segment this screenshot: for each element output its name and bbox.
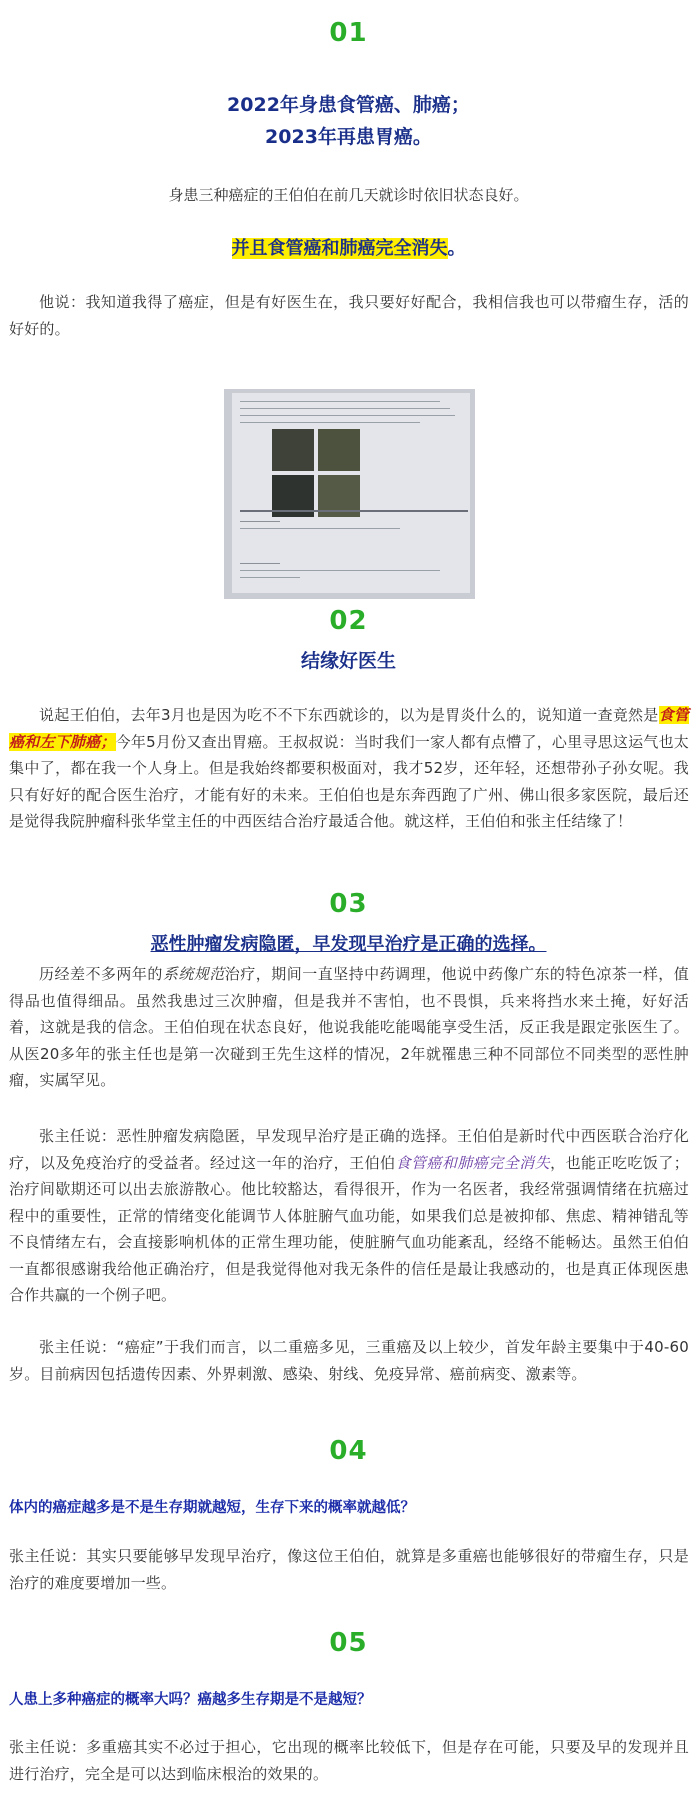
section-03-paragraph-1 bbox=[9, 961, 689, 1094]
s03-p2-part-b: ，也能正吃吃饭了；治疗间歇期还可以出去旅游散心。他比较豁达，看得很开，作为一名医者，我经常强调情绪在抗癌过程中的重要性，正常的情绪变化能调节人体脏腑气血功能，如果我们总是被抑郁、焦虑、精神错乱等不良情绪左右，会直接影响机体的正常生理功能，使脏腑气血功能紊乱，经络不能畅达。虽然王伯伯一直都很感谢我给他正确治疗，但是我觉得他对我无条件的信任是最让我感动的，也是真正体现医患合作共赢的一个例子吧。 bbox=[9, 1153, 689, 1304]
highlight-period: 。 bbox=[447, 238, 466, 259]
section-number-05: 05 bbox=[329, 1628, 368, 1658]
s02-p1-part-b: 今年5月份又查出胃癌。王叔叔说：当时我们一家人都有点懵了，心里寻思这运气也太集中了，都在我一个人身上。但是我始终都要积极面对，我才52岁，还年轻，还想带孙子孙女呢。我只有好好的配合医生治疗，才能有好的未来。王伯伯也是东奔西跑了广州、佛山很多家医院，最后还是觉得我院肿瘤科张华堂主任的中西医结合治疗最适合他。就这样，王伯伯和张主任结缘了！ bbox=[9, 732, 689, 830]
section-01-quote: 他说：我知道我得了癌症，但是有好医生在，我只要好好配合，我相信我也可以带瘤生存，活的好好的。 bbox=[9, 293, 689, 338]
report-divider bbox=[240, 510, 468, 512]
s03-p2-italic: 食管癌和肺癌完全消失 bbox=[395, 1153, 551, 1172]
section-05-answer: 张主任说：多重癌其实不必过于担心，它出现的概率比较低下，但是存在可能，只要及早的发现并且进行治疗，完全是可以达到临床根治的效果的。 bbox=[9, 1738, 689, 1783]
section-01-title-line2: 2023年再患胃癌。 bbox=[265, 126, 432, 148]
section-03-paragraph-3: 张主任说：“癌症”于我们而言，以二重癌多见，三重癌及以上较少，首发年龄主要集中于40-60 岁。目前病因包括遗传因素、外界刺激、感染、射线、免疫异常、癌前病变、激素等。 bbox=[9, 1338, 689, 1383]
endoscopy-image-2 bbox=[318, 429, 360, 471]
s03-p1-part-b: 治疗，期间一直坚持中药调理，他说中药像广东的特色凉茶一样，值得品也值得细品。虽然我患过三次肿瘤，但是我并不害怕，也不畏惧，兵来将挡水来土掩，好好活着，这就是我的信念。王伯伯现在状态良好，他说我能吃能喝能享受生活，反正我是跟定张医生了。从医20多年的张主任也是第一次碰到王先生这样的情况，2年就罹患三种不同部位不同类型的恶性肿瘤，实属罕见。 bbox=[9, 965, 689, 1089]
s03-p1-italic: 系统规范 bbox=[162, 965, 225, 983]
section-02-title: 结缘好医生 bbox=[300, 650, 396, 672]
s02-highlight: 食管癌和左下肺癌； bbox=[9, 706, 689, 751]
section-number-04: 04 bbox=[329, 1436, 368, 1466]
section-04-answer: 张主任说：其实只要能够早发现早治疗，像这位王伯伯，就算是多重癌也能够很好的带瘤生存，只是治疗的难度要增加一些。 bbox=[9, 1547, 689, 1592]
endoscopy-image-1 bbox=[272, 429, 314, 471]
s03-p1-part-a: 历经差不多两年的 bbox=[39, 965, 163, 983]
section-01-title-line1: 2022年身患食管癌、肺癌； bbox=[227, 94, 470, 116]
medical-report-photo bbox=[224, 389, 475, 599]
highlight-text: 并且食管癌和肺癌完全消失 bbox=[231, 238, 448, 259]
section-number-03: 03 bbox=[329, 889, 368, 919]
section-05-question: 人患上多种癌症的概率大吗？癌越多生存期是不是越短？ bbox=[9, 1692, 372, 1708]
section-03-paragraph-2 bbox=[9, 1123, 689, 1309]
section-01-intro: 身患三种癌症的王伯伯在前几天就诊时依旧状态良好。 bbox=[168, 186, 529, 204]
report-paper bbox=[232, 393, 470, 593]
s02-p1-part-a: 说起王伯伯，去年3月也是因为吃不不下东西就诊的，以为是胃炎什么的，说知道一查竟然是 bbox=[39, 706, 659, 724]
section-04-question: 体内的癌症越多是不是生存期就越短，生存下来的概率就越低？ bbox=[9, 1500, 415, 1516]
section-number-01: 01 bbox=[329, 18, 368, 48]
section-03-title: 恶性肿瘤发病隐匿，早发现早治疗是正确的选择。 bbox=[150, 934, 547, 955]
section-number-02: 02 bbox=[329, 606, 368, 636]
section-02-paragraph bbox=[9, 702, 689, 835]
s03-p2-part-a: 张主任说：恶性肿瘤发病隐匿，早发现早治疗是正确的选择。王伯伯是新时代中西医联合治疗化疗，以及免疫治疗的受益者。经过这一年的治疗，王伯伯 bbox=[9, 1127, 689, 1172]
section-01-highlight-line bbox=[0, 234, 697, 264]
